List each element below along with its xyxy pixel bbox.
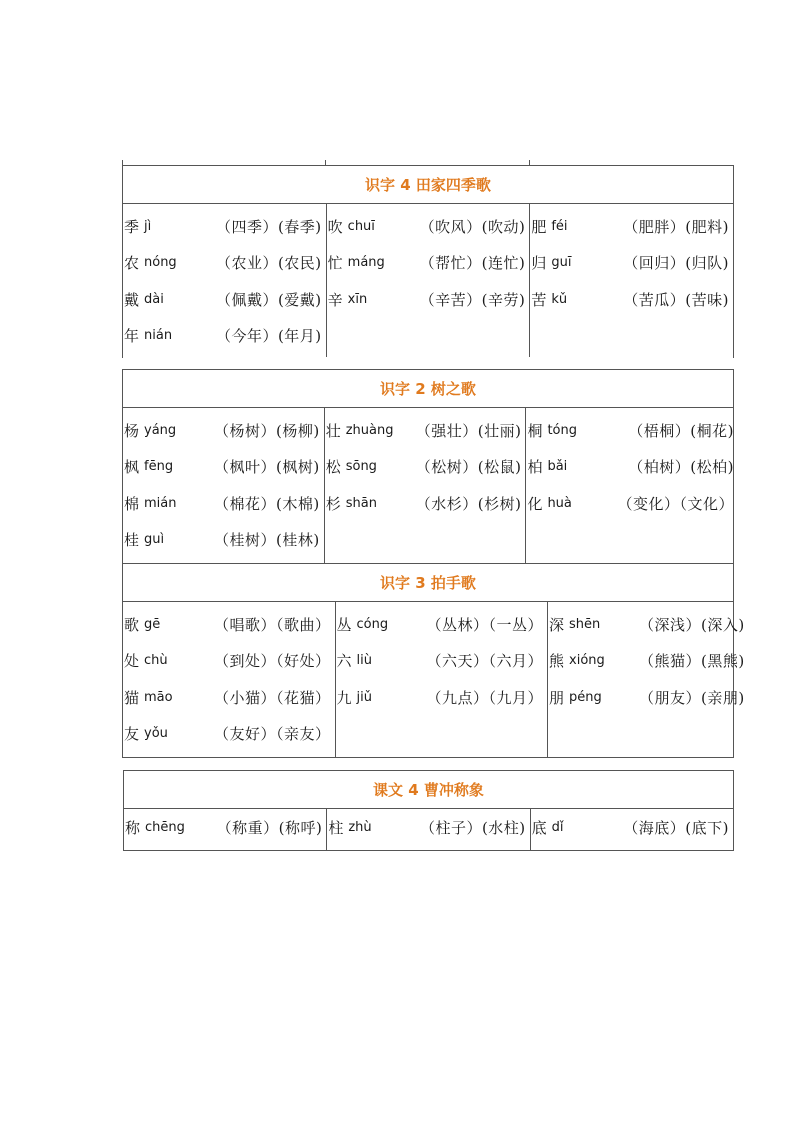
word-pairs: （强壮）(壮丽) [415,421,522,440]
word-pairs: （到处）（好处） [214,652,331,671]
hanzi: 丛 [336,615,352,634]
char-row [325,485,526,522]
char-row [548,606,749,643]
word-pairs: （变化）（文化） [617,494,734,513]
char-row [123,245,326,282]
hanzi: 松 [325,458,341,477]
pinyin: yáng [144,422,177,438]
hanzi: 肥 [531,217,547,236]
char-row [123,449,324,486]
pinyin: bǎi [547,459,568,475]
hanzi: 吹 [327,217,343,236]
char-row [548,679,749,716]
char-row [123,208,326,245]
column [123,408,325,563]
pinyin: chēng [145,819,185,835]
pinyin: chuī [347,218,375,234]
hanzi: 熊 [549,652,565,671]
word-pairs: （唱歌）（歌曲） [214,615,331,634]
pinyin: mián [144,495,177,511]
pinyin: liù [356,653,372,669]
word-pairs: （柱子）(水柱) [419,818,526,837]
column [124,809,327,850]
column [530,204,733,357]
hanzi: 忙 [327,254,343,273]
word-pairs: （水杉）(杉树) [415,494,522,513]
hanzi: 桂 [124,531,140,550]
word-pairs: （吹风）(吹动) [419,217,526,236]
word-pairs: （枫叶）(枫树) [214,458,320,477]
char-row [123,485,324,522]
column [123,602,336,757]
pinyin: zhuàng [345,422,394,438]
pinyin: fēng [144,459,174,475]
char-row [336,643,548,680]
char-row [327,245,530,282]
hanzi: 桐 [527,421,543,440]
char-row [325,449,526,486]
column [526,408,738,563]
char-row [123,318,326,355]
char-row [123,716,335,753]
section-title: 课文 4 曹冲称象 [124,771,733,809]
char-row [327,809,529,846]
pinyin: nóng [144,255,177,271]
hanzi: 深 [549,615,565,634]
word-pairs: （农业）(农民) [215,254,322,273]
hanzi: 柱 [328,818,344,837]
char-row [548,643,749,680]
hanzi: 棉 [124,494,140,513]
char-row [530,208,733,245]
hanzi: 称 [125,818,141,837]
char-row [325,412,526,449]
pinyin: māo [144,689,173,705]
char-row [123,606,335,643]
hanzi: 苦 [531,290,547,309]
word-pairs: （肥胖）(肥料) [623,217,730,236]
column [327,809,530,850]
hanzi: 杨 [124,421,140,440]
word-pairs: （柏树）(松柏) [628,458,734,477]
char-row [526,412,738,449]
word-pairs: （佩戴）(爱戴) [215,290,322,309]
char-row [123,412,324,449]
pinyin: kǔ [551,291,568,307]
hanzi: 柏 [527,458,543,477]
char-row [327,281,530,318]
section-title: 识字 3 拍手歌 [123,564,733,602]
char-row [327,208,530,245]
char-row [123,679,335,716]
word-pairs: （帮忙）(连忙) [419,254,526,273]
word-pairs: （辛苦）(辛劳) [419,290,526,309]
word-pairs: （友好）（亲友） [214,725,331,744]
word-pairs: （回归）(归队) [623,254,730,273]
pinyin: máng [347,255,385,271]
char-row [336,606,548,643]
char-row [123,643,335,680]
word-pairs: （丛林）（一丛） [426,615,544,634]
pinyin: jiǔ [356,689,372,705]
section-title: 识字 2 树之歌 [123,370,733,408]
hanzi: 归 [531,254,547,273]
char-row [530,245,733,282]
hanzi: 九 [336,688,352,707]
word-pairs: （六天）（六月） [426,652,544,671]
word-pairs: （今年）(年月) [215,327,322,346]
hanzi: 化 [527,494,543,513]
hanzi: 猫 [124,688,140,707]
hanzi: 农 [124,254,140,273]
pinyin: xióng [569,653,605,669]
word-pairs: （小猫）（花猫） [214,688,331,707]
pinyin: chù [144,653,168,669]
word-pairs: （苦瓜）(苦味) [623,290,730,309]
section-paishouge [122,563,745,758]
column [548,602,749,757]
hanzi: 友 [124,725,140,744]
section-shuzhige [122,369,734,564]
column [123,204,327,357]
word-pairs: （梧桐）(桐花) [628,421,734,440]
pinyin: cóng [356,616,389,632]
char-row [336,679,548,716]
word-pairs: （松树）(松鼠) [415,458,522,477]
column [327,204,531,357]
pinyin: shēn [569,616,601,632]
hanzi: 朋 [549,688,565,707]
pinyin: jì [144,218,152,234]
hanzi: 杉 [325,494,341,513]
word-pairs: （杨树）(杨柳) [214,421,320,440]
char-row [123,281,326,318]
word-pairs: （称重）(称呼) [216,818,323,837]
hanzi: 歌 [124,615,140,634]
hanzi: 辛 [327,290,343,309]
hanzi: 底 [531,818,547,837]
pinyin: féi [551,218,568,234]
hanzi: 处 [124,652,140,671]
word-pairs: （九点）（九月） [426,688,544,707]
section-tianjia-sijige [122,165,734,358]
char-row [530,281,733,318]
column [531,809,733,850]
hanzi: 戴 [124,290,140,309]
hanzi: 六 [336,652,352,671]
word-pairs: （四季）(春季) [215,217,322,236]
pinyin: huà [547,495,572,511]
pinyin: shān [345,495,377,511]
char-row [124,809,326,846]
word-pairs: （桂树）(桂林) [214,531,320,550]
section-title: 识字 4 田家四季歌 [123,166,733,204]
hanzi: 季 [124,217,140,236]
pinyin: dǐ [551,819,564,835]
hanzi: 年 [124,327,140,346]
word-pairs: （海底）(底下) [623,818,729,837]
column [336,602,549,757]
section-caochong-chengxiang [123,770,734,851]
char-row [526,485,738,522]
pinyin: péng [569,689,602,705]
pinyin: guī [551,255,572,271]
pinyin: zhù [348,819,372,835]
pinyin: xīn [347,291,368,307]
word-pairs: （朋友）(亲朋) [639,688,745,707]
hanzi: 枫 [124,458,140,477]
char-row [123,522,324,559]
pinyin: tóng [547,422,577,438]
pinyin: gē [144,616,161,632]
pinyin: sōng [345,459,377,475]
word-pairs: （熊猫）(黑熊) [639,652,745,671]
word-pairs: （棉花）(木棉) [214,494,320,513]
column [325,408,527,563]
hanzi: 壮 [325,421,341,440]
pinyin: guì [144,532,165,548]
char-row [526,449,738,486]
word-pairs: （深浅）(深入) [639,615,745,634]
pinyin: nián [144,328,173,344]
char-row [531,809,733,846]
pinyin: dài [144,291,164,307]
pinyin: yǒu [144,726,168,742]
